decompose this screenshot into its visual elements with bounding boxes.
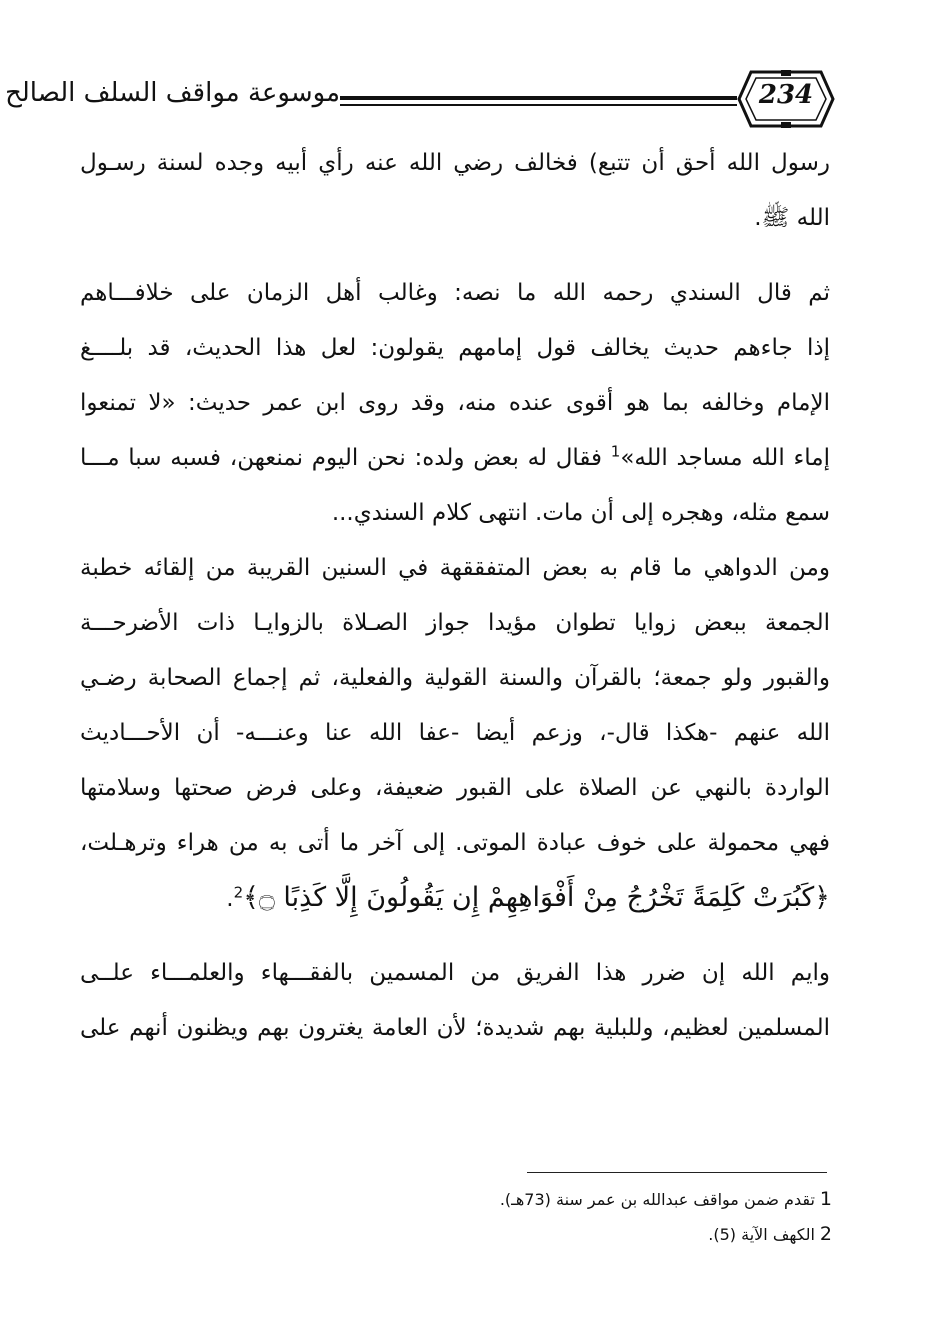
footnote-text: تقدم ضمن مواقف عبدالله بن عمر سنة (73هـ). — [499, 1190, 815, 1209]
text-line: الإمام وخالفه بما هو أقوى عنده منه، وقد روى ابن عمر حديث: «لا تمنعوا — [80, 390, 830, 416]
text-line: المسلمين لعظيم، وللبلية بهم شديدة؛ لأن العامة يغترون بهم ويظنون أنهم على — [80, 1015, 830, 1041]
text-line: فهي محمولة على خوف عبادة الموتى. إلى آخر ما أتى به من هراء وترهـلت، — [80, 830, 830, 856]
text-line: إذا جاءهم حديث يخالف قول إمامهم يقولون: لعل هذا الحديث، قد بلــــغ — [80, 335, 830, 361]
text-line: رسول الله أحق أن تتبع) فخالف رضي الله عنه رأي أبيه وجده لسنة رسـول — [80, 150, 830, 176]
footnote-ref: 2 — [233, 883, 244, 902]
text-line: سمع مثله، وهجره إلى أن مات. انتهى كلام السندي... — [331, 500, 830, 526]
text-line: الجمعة ببعض زوايا تطوان مؤيدا جواز الصـلاة بالزوايـا ذات الأضرحـــة — [80, 610, 830, 636]
text-line — [80, 435, 830, 490]
page-number: 234 — [758, 80, 814, 110]
footnote-text: الكهف الآية (5). — [708, 1225, 815, 1244]
text-line: وايم الله إن ضرر هذا الفريق من المسمين بالفقـــهاء والعلمـــاء علــى — [80, 960, 830, 986]
text-segment: إماء الله مساجد الله» — [620, 445, 830, 471]
text-line: ومن الدواهي ما قام به بعض المتفققهة في السنين القريبة من إلقائه خطبة — [80, 555, 830, 581]
footnote-number: 2 — [819, 1223, 832, 1245]
text-line: ثم قال السندي رحمه الله ما نصه: وغالب أهل الزمان على خلافـــاهم — [80, 280, 830, 306]
footnotes — [480, 1182, 832, 1252]
footnote-separator — [527, 1172, 827, 1173]
quran-verse: ﴿كَبُرَتْ كَلِمَةً تَخْرُجُ مِنْ أَفْوَاهِهِمْ إِن يَقُولُونَ إِلَّا كَذِبًا ۝﴾ — [243, 882, 830, 913]
footnote-ref: 1 — [610, 442, 621, 461]
main-text — [80, 140, 830, 1060]
quran-verse-line — [80, 875, 830, 930]
text-line: الله عنهم -هكذا قال-، وزعم أيضا -عفا الله عنا وعنـــه- أن الأحـــاديث — [80, 720, 830, 746]
footnote — [480, 1217, 832, 1252]
footnote-number: 1 — [819, 1188, 832, 1210]
text-segment: . — [226, 886, 234, 912]
book-title: موسوعة مواقف السلف الصالح — [5, 78, 340, 108]
text-line: الله ﷺ. — [754, 205, 830, 231]
text-line: الواردة بالنهي عن الصلاة على القبور ضعيفة، وعلى فرض صحتها وسلامتها — [80, 775, 830, 801]
footnote — [480, 1182, 832, 1217]
text-line: والقبور ولو جمعة؛ بالقرآن والسنة القولية والفعلية، ثم إجماع الصحابة رضـي — [80, 665, 830, 691]
header-rule — [340, 96, 737, 107]
page-header — [5, 70, 835, 130]
text-segment: فقال له بعض ولده: نحن اليوم نمنعهن، فسبه سبا مـــا — [80, 445, 611, 471]
page-number-badge — [737, 70, 835, 128]
